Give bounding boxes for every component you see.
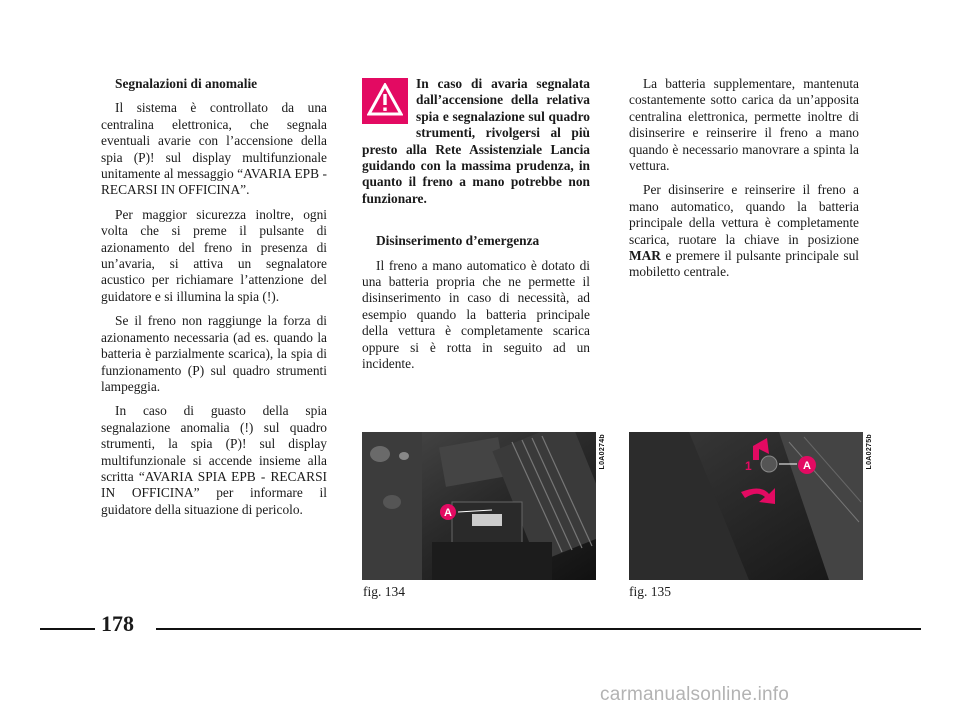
label-1: 1: [745, 459, 752, 473]
warning-block: [362, 76, 590, 207]
paragraph: Se il freno non raggiunge la forza di azionamento necessaria (ad es. quando la batteria è parzialmente scarica), la spia di funzionamento (P) sul quadro strumenti lampeggia.: [101, 313, 327, 394]
label-a: A: [803, 460, 811, 472]
figure-code-134: L0A0274b: [599, 434, 606, 470]
paragraph: Il freno a mano automatico è dotato di una batteria propria che ne permette il disinserimento in caso di necessità, ad esempio quando la batteria principale della vettura è completamente scarica oppure si è rotta in seguito ad un incidente.: [362, 257, 590, 372]
column-left: [101, 76, 327, 526]
watermark: carmanualsonline.info: [600, 684, 790, 705]
section-heading-emergenza: Disinserimento d’emergenza: [376, 233, 540, 249]
figure-code-135: L0A0275b: [866, 434, 873, 470]
warning-text: In caso di avaria segnalata dall’accensione della relativa spia e segnalazione sul quadro strumenti, rivolgersi al più presto alla Rete Assistenziale Lancia guidando con la massima prudenza, in quanto il freno a mano potrebbe non funzionare.: [362, 76, 590, 206]
paragraph: Per maggior sicurezza inoltre, ogni volta che si preme il pulsante di azionamento del freno in presenza di un’avaria, si attiva un segnalatore acustico per richiamare l’attenzione del guidatore e si illumina la spia (!).: [101, 206, 327, 304]
column-right: [629, 76, 859, 289]
column-middle: [362, 76, 590, 381]
engine-bay-illustration: [362, 432, 596, 580]
figure-134-photo: [362, 432, 596, 580]
paragraph: Il sistema è controllato da una centralina elettronica, che segnala eventuali avarie con l’accensione della spia (P)! sul display multifunzionale unitamente al messaggio “AVARIA EPB - RECARSI IN OFFICINA”.: [101, 100, 327, 198]
figure-135-photo: [629, 432, 863, 580]
label-a: A: [444, 507, 452, 519]
figure-caption-134: fig. 134: [363, 584, 405, 599]
page-number: 178: [101, 611, 134, 636]
key-position-mar: MAR: [629, 248, 661, 264]
paragraph: La batteria supplementare, mantenuta costantemente sotto carica da un’apposita centralina elettronica, permette inoltre di disinserire e reinserire il freno a mano quando è necessario manovrare a spinta la vettura.: [629, 76, 859, 174]
paragraph: Per disinserire e reinserire il freno a mano automatico, quando la batteria principale della vettura è completamente scarica, ruotare la chiave in posizione MAR e premere il pulsante principale sul mobiletto centrale.: [629, 182, 859, 280]
figure-caption-135: fig. 135: [629, 584, 671, 599]
console-illustration: [629, 432, 863, 580]
warning-triangle-icon: [362, 78, 408, 124]
paragraph: In caso di guasto della spia segnalazione anomalia (!) sul quadro strumenti, la spia (P)! sul display multifunzionale si accende insieme alla scritta “AVARIA SPIA EPB - RECARSI IN OFFICINA” per informare il guidatore della situazione di pericolo.: [101, 403, 327, 517]
section-heading-anomalie: Segnalazioni di anomalie: [115, 76, 258, 91]
footer-rule-right: [156, 628, 921, 630]
footer-rule-left: [40, 628, 95, 630]
